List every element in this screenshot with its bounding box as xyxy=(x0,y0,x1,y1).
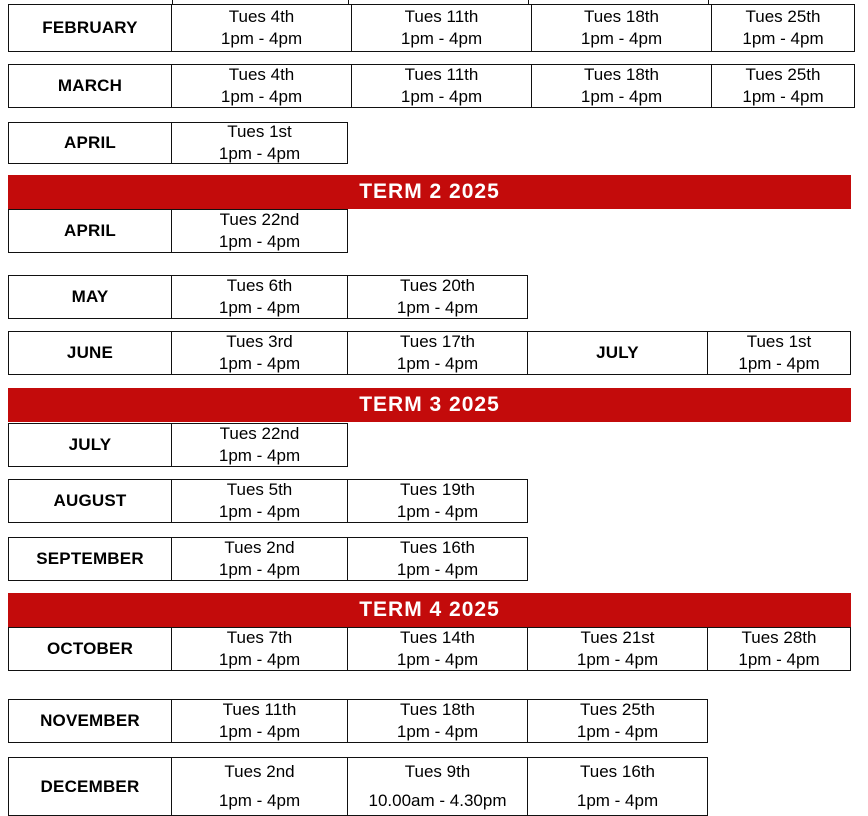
time: 1pm - 4pm xyxy=(218,790,301,810)
date-cell xyxy=(172,479,348,523)
term-2-banner: TERM 2 2025 xyxy=(8,175,851,209)
row-december xyxy=(8,757,708,816)
time: 1pm - 4pm xyxy=(396,722,479,741)
date-cell xyxy=(172,331,348,375)
month-label: APRIL xyxy=(8,122,172,164)
date-cell xyxy=(172,537,348,581)
month-label: NOVEMBER xyxy=(8,699,172,743)
day: Tues 22nd xyxy=(219,210,300,229)
day: Tues 19th xyxy=(400,480,475,499)
date-cell xyxy=(348,479,528,523)
row-july-term3 xyxy=(8,423,348,467)
row-october xyxy=(8,627,851,671)
month-label: JULY xyxy=(8,423,172,467)
day: Tues 21st xyxy=(580,628,655,647)
time: 1pm - 4pm xyxy=(218,298,301,317)
date-cell xyxy=(708,627,851,671)
day: Tues 4th xyxy=(228,7,295,26)
date-cell xyxy=(172,627,348,671)
day: Tues 25th xyxy=(745,7,821,26)
time: 1pm - 4pm xyxy=(580,87,663,106)
date-cell xyxy=(532,64,712,108)
time: 1pm - 4pm xyxy=(218,722,301,741)
time: 1pm - 4pm xyxy=(742,87,824,106)
day: Tues 7th xyxy=(226,628,293,647)
time: 1pm - 4pm xyxy=(396,650,479,669)
time: 1pm - 4pm xyxy=(218,144,301,163)
date-cell xyxy=(528,627,708,671)
date-cell xyxy=(172,757,348,816)
day: Tues 16th xyxy=(580,762,655,782)
row-february xyxy=(8,4,855,52)
time: 1pm - 4pm xyxy=(738,354,820,373)
date-cell xyxy=(348,537,528,581)
month-label: SEPTEMBER xyxy=(8,537,172,581)
time: 1pm - 4pm xyxy=(218,502,301,521)
day: Tues 18th xyxy=(584,65,659,84)
row-may xyxy=(8,275,528,319)
time: 1pm - 4pm xyxy=(576,722,659,741)
day: Tues 6th xyxy=(226,276,293,295)
day: Tues 4th xyxy=(228,65,295,84)
date-cell xyxy=(348,331,528,375)
date-cell xyxy=(348,757,528,816)
day: Tues 11th xyxy=(404,65,479,84)
day: Tues 2nd xyxy=(224,538,295,557)
day: Tues 14th xyxy=(400,628,475,647)
time: 1pm - 4pm xyxy=(576,790,659,810)
day: Tues 28th xyxy=(741,628,817,647)
time: 10.00am - 4.30pm xyxy=(368,790,507,810)
date-cell xyxy=(172,64,352,108)
month-label: FEBRUARY xyxy=(8,4,172,52)
date-cell xyxy=(172,275,348,319)
time: 1pm - 4pm xyxy=(220,29,303,48)
date-cell xyxy=(528,757,708,816)
day: Tues 11th xyxy=(222,700,297,719)
date-cell xyxy=(352,4,532,52)
time: 1pm - 4pm xyxy=(580,29,663,48)
month-label: DECEMBER xyxy=(8,757,172,816)
time: 1pm - 4pm xyxy=(218,354,301,373)
row-june-july xyxy=(8,331,851,375)
time: 1pm - 4pm xyxy=(218,232,301,251)
row-march xyxy=(8,64,855,108)
month-label: MAY xyxy=(8,275,172,319)
time: 1pm - 4pm xyxy=(218,560,301,579)
row-april-term1 xyxy=(8,122,348,164)
day: Tues 20th xyxy=(400,276,475,295)
date-cell xyxy=(348,699,528,743)
time: 1pm - 4pm xyxy=(400,87,483,106)
row-april-term2 xyxy=(8,209,348,253)
date-cell xyxy=(712,4,855,52)
row-august xyxy=(8,479,528,523)
day: Tues 16th xyxy=(400,538,475,557)
month-label: APRIL xyxy=(8,209,172,253)
date-cell xyxy=(172,4,352,52)
month-label: OCTOBER xyxy=(8,627,172,671)
day: Tues 17th xyxy=(400,332,475,351)
time: 1pm - 4pm xyxy=(218,446,301,465)
date-cell xyxy=(172,122,348,164)
day: Tues 1st xyxy=(227,122,292,141)
time: 1pm - 4pm xyxy=(738,650,820,669)
date-cell xyxy=(352,64,532,108)
date-cell xyxy=(172,699,348,743)
date-cell xyxy=(172,423,348,467)
term-3-banner: TERM 3 2025 xyxy=(8,388,851,422)
month-label: JUNE xyxy=(8,331,172,375)
day: Tues 5th xyxy=(226,480,293,499)
time: 1pm - 4pm xyxy=(576,650,659,669)
day: Tues 25th xyxy=(745,65,821,84)
day: Tues 3rd xyxy=(226,332,293,351)
time: 1pm - 4pm xyxy=(218,650,301,669)
month-label: AUGUST xyxy=(8,479,172,523)
time: 1pm - 4pm xyxy=(396,298,479,317)
day: Tues 2nd xyxy=(224,762,295,782)
date-cell xyxy=(348,627,528,671)
date-cell xyxy=(712,64,855,108)
time: 1pm - 4pm xyxy=(220,87,303,106)
day: Tues 22nd xyxy=(219,424,300,443)
month-label: JULY xyxy=(528,331,708,375)
row-september xyxy=(8,537,528,581)
term-4-banner: TERM 4 2025 xyxy=(8,593,851,627)
date-cell xyxy=(172,209,348,253)
date-cell xyxy=(532,4,712,52)
day: Tues 9th xyxy=(404,762,471,782)
day: Tues 25th xyxy=(580,700,655,719)
time: 1pm - 4pm xyxy=(742,29,824,48)
time: 1pm - 4pm xyxy=(396,560,479,579)
date-cell xyxy=(528,699,708,743)
time: 1pm - 4pm xyxy=(396,502,479,521)
date-cell xyxy=(348,275,528,319)
month-label: MARCH xyxy=(8,64,172,108)
row-november xyxy=(8,699,708,743)
day: Tues 18th xyxy=(584,7,659,26)
time: 1pm - 4pm xyxy=(400,29,483,48)
day: Tues 18th xyxy=(400,700,475,719)
time: 1pm - 4pm xyxy=(396,354,479,373)
day: Tues 1st xyxy=(746,332,812,351)
day: Tues 11th xyxy=(404,7,479,26)
date-cell xyxy=(708,331,851,375)
